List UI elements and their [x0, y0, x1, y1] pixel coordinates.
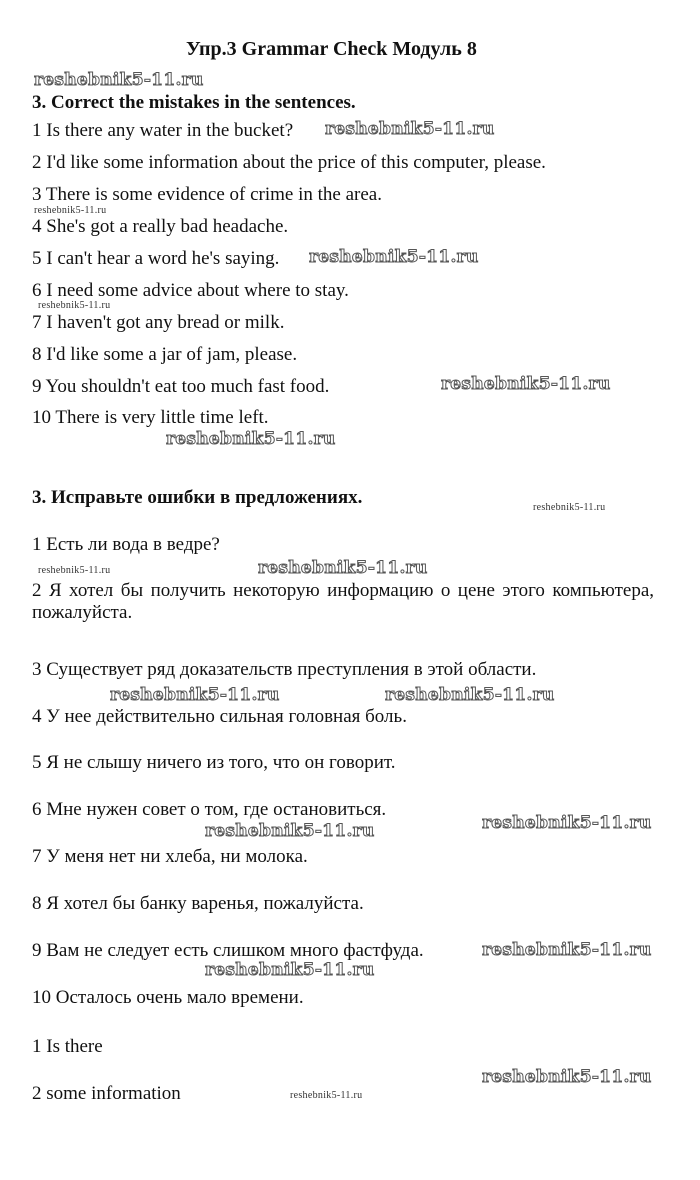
english-item-10: 10 There is very little time left.	[32, 407, 269, 428]
russian-item-6: 6 Мне нужен совет о том, где остановиться.	[32, 799, 387, 820]
watermark: reshebnik5-11.ru	[385, 685, 555, 705]
russian-item-4: 4 У нее действительно сильная головная боль.	[32, 706, 407, 727]
russian-item-2: 2 Я хотел бы получить некоторую информацию о цене этого компьютера, пожалуйста.	[32, 580, 654, 623]
watermark: reshebnik5-11.ru	[34, 205, 107, 216]
english-item-7: 7 I haven't got any bread or milk.	[32, 312, 285, 333]
watermark: reshebnik5-11.ru	[482, 1067, 652, 1087]
english-item-3: 3 There is some evidence of crime in the area.	[32, 184, 382, 205]
english-item-9: 9 You shouldn't eat too much fast food.	[32, 376, 330, 397]
english-item-4: 4 She's got a really bad headache.	[32, 216, 289, 237]
english-item-5: 5 I can't hear a word he's saying.	[32, 248, 280, 269]
english-item-8: 8 I'd like some a jar of jam, please.	[32, 344, 298, 365]
watermark: reshebnik5-11.ru	[482, 813, 652, 833]
watermark: reshebnik5-11.ru	[482, 940, 652, 960]
english-heading: 3. Correct the mistakes in the sentences.	[32, 92, 356, 113]
watermark: reshebnik5-11.ru	[110, 685, 280, 705]
answer-2: 2 some information	[32, 1083, 181, 1104]
watermark: reshebnik5-11.ru	[34, 70, 204, 90]
watermark: reshebnik5-11.ru	[38, 300, 111, 311]
watermark: reshebnik5-11.ru	[205, 821, 375, 841]
answer-1: 1 Is there	[32, 1036, 103, 1057]
watermark: reshebnik5-11.ru	[38, 565, 111, 576]
english-item-6: 6 I need some advice about where to stay.	[32, 280, 349, 301]
watermark: reshebnik5-11.ru	[166, 429, 336, 449]
watermark: reshebnik5-11.ru	[205, 960, 375, 980]
watermark: reshebnik5-11.ru	[258, 558, 428, 578]
watermark: reshebnik5-11.ru	[533, 502, 606, 513]
russian-item-3: 3 Существует ряд доказательств преступления в этой области.	[32, 659, 537, 680]
russian-item-5: 5 Я не слышу ничего из того, что он говорит.	[32, 752, 396, 773]
watermark: reshebnik5-11.ru	[290, 1090, 363, 1101]
watermark: reshebnik5-11.ru	[441, 374, 611, 394]
watermark: reshebnik5-11.ru	[309, 247, 479, 267]
russian-heading: 3. Исправьте ошибки в предложениях.	[32, 487, 363, 508]
russian-item-10: 10 Осталось очень мало времени.	[32, 987, 304, 1008]
english-item-1: 1 Is there any water in the bucket?	[32, 120, 294, 141]
watermark: reshebnik5-11.ru	[325, 119, 495, 139]
russian-item-7: 7 У меня нет ни хлеба, ни молока.	[32, 846, 308, 867]
russian-item-8: 8 Я хотел бы банку варенья, пожалуйста.	[32, 893, 364, 914]
russian-item-9: 9 Вам не следует есть слишком много фастфуда.	[32, 940, 424, 961]
russian-item-1: 1 Есть ли вода в ведре?	[32, 534, 220, 555]
english-item-2: 2 I'd like some information about the price of this computer, please.	[32, 152, 546, 173]
page-title: Упр.3 Grammar Check Модуль 8	[186, 38, 477, 60]
